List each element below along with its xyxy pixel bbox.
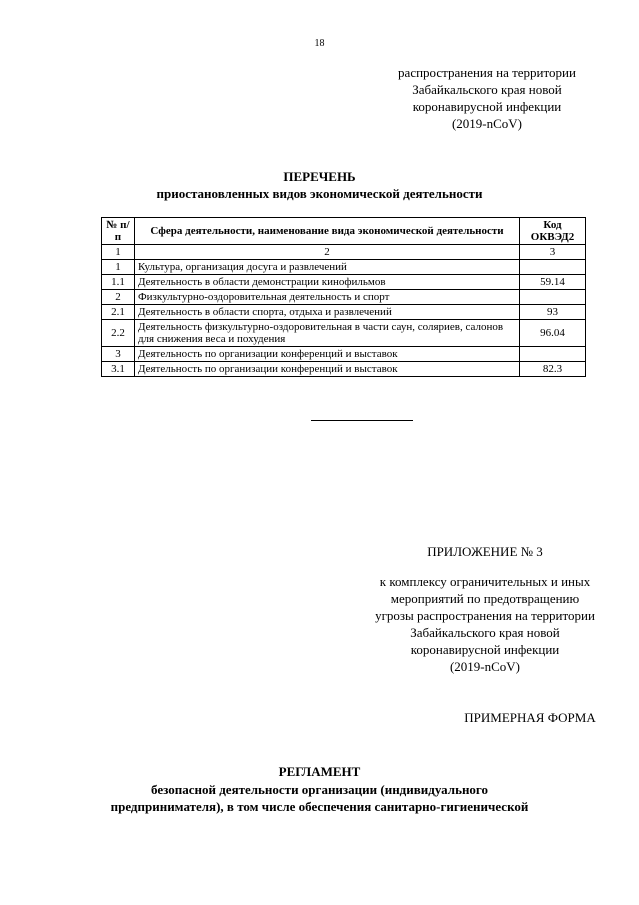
row-code: 93 bbox=[520, 305, 586, 320]
list-subtitle: приостановленных видов экономической деятельности bbox=[156, 186, 483, 201]
row-num: 1.1 bbox=[102, 275, 135, 290]
row-code: 96.04 bbox=[520, 320, 586, 347]
reglament-line: безопасной деятельности организации (индивидуального bbox=[150, 782, 489, 797]
table-row bbox=[102, 320, 586, 347]
appendix-line: коронавирусной инфекции bbox=[410, 642, 560, 657]
row-name: Физкультурно-оздоровительная деятельность и спорт bbox=[134, 290, 519, 305]
table-index-cell: 2 bbox=[134, 245, 519, 260]
row-code bbox=[520, 290, 586, 305]
table-row bbox=[102, 290, 586, 305]
appendix-line: угрозы распространения на территории bbox=[375, 608, 595, 623]
appendix-line: к комплексу ограничительных и иных bbox=[379, 574, 591, 589]
activities-table bbox=[101, 217, 586, 377]
separator-line bbox=[311, 420, 413, 421]
table-index-cell: 3 bbox=[520, 245, 586, 260]
table-row bbox=[102, 347, 586, 362]
table-index-row bbox=[102, 245, 586, 260]
row-num: 2.2 bbox=[102, 320, 135, 347]
table-row bbox=[102, 275, 586, 290]
list-title: ПЕРЕЧЕНЬ bbox=[283, 169, 356, 184]
table-row bbox=[102, 305, 586, 320]
row-num: 2.1 bbox=[102, 305, 135, 320]
table-row bbox=[102, 362, 586, 377]
top-note-line: (2019-nCoV) bbox=[451, 116, 523, 131]
row-code: 82.3 bbox=[520, 362, 586, 377]
appendix-note bbox=[340, 573, 630, 675]
table-index-cell: 1 bbox=[102, 245, 135, 260]
table-header-name: Сфера деятельности, наименование вида экономической деятельности bbox=[134, 218, 519, 245]
row-num: 3 bbox=[102, 347, 135, 362]
top-note-line: коронавирусной инфекции bbox=[412, 99, 562, 114]
row-name: Культура, организация досуга и развлечений bbox=[134, 260, 519, 275]
row-name: Деятельность по организации конференций и выставок bbox=[134, 347, 519, 362]
form-label: ПРИМЕРНАЯ ФОРМА bbox=[464, 710, 596, 725]
row-num: 3.1 bbox=[102, 362, 135, 377]
table-header-num: № п/п bbox=[102, 218, 135, 245]
row-name: Деятельность в области демонстрации кинофильмов bbox=[134, 275, 519, 290]
appendix-line: (2019-nCoV) bbox=[449, 659, 521, 674]
top-note-line: Забайкальского края новой bbox=[412, 82, 562, 97]
table-row bbox=[102, 260, 586, 275]
appendix-title: ПРИЛОЖЕНИЕ № 3 bbox=[427, 544, 543, 559]
table-header-code: Код ОКВЭД2 bbox=[520, 218, 586, 245]
row-code bbox=[520, 347, 586, 362]
row-num: 2 bbox=[102, 290, 135, 305]
row-code bbox=[520, 260, 586, 275]
page-number: 18 bbox=[314, 38, 325, 49]
row-name: Деятельность по организации конференций и выставок bbox=[134, 362, 519, 377]
reglament-line: предпринимателя), в том числе обеспечения санитарно-гигиенической bbox=[110, 799, 529, 814]
row-code: 59.14 bbox=[520, 275, 586, 290]
row-num: 1 bbox=[102, 260, 135, 275]
appendix-line: мероприятий по предотвращению bbox=[390, 591, 580, 606]
top-note-line: распространения на территории bbox=[398, 65, 576, 80]
row-name: Деятельность физкультурно-оздоровительная в части саун, соляриев, салонов для снижения веса и похудения bbox=[134, 320, 519, 347]
appendix-line: Забайкальского края новой bbox=[410, 625, 560, 640]
reglament-title: РЕГЛАМЕНТ bbox=[278, 764, 361, 779]
row-name: Деятельность в области спорта, отдыха и развлечений bbox=[134, 305, 519, 320]
top-note bbox=[352, 64, 622, 132]
table-header-row bbox=[102, 218, 586, 245]
